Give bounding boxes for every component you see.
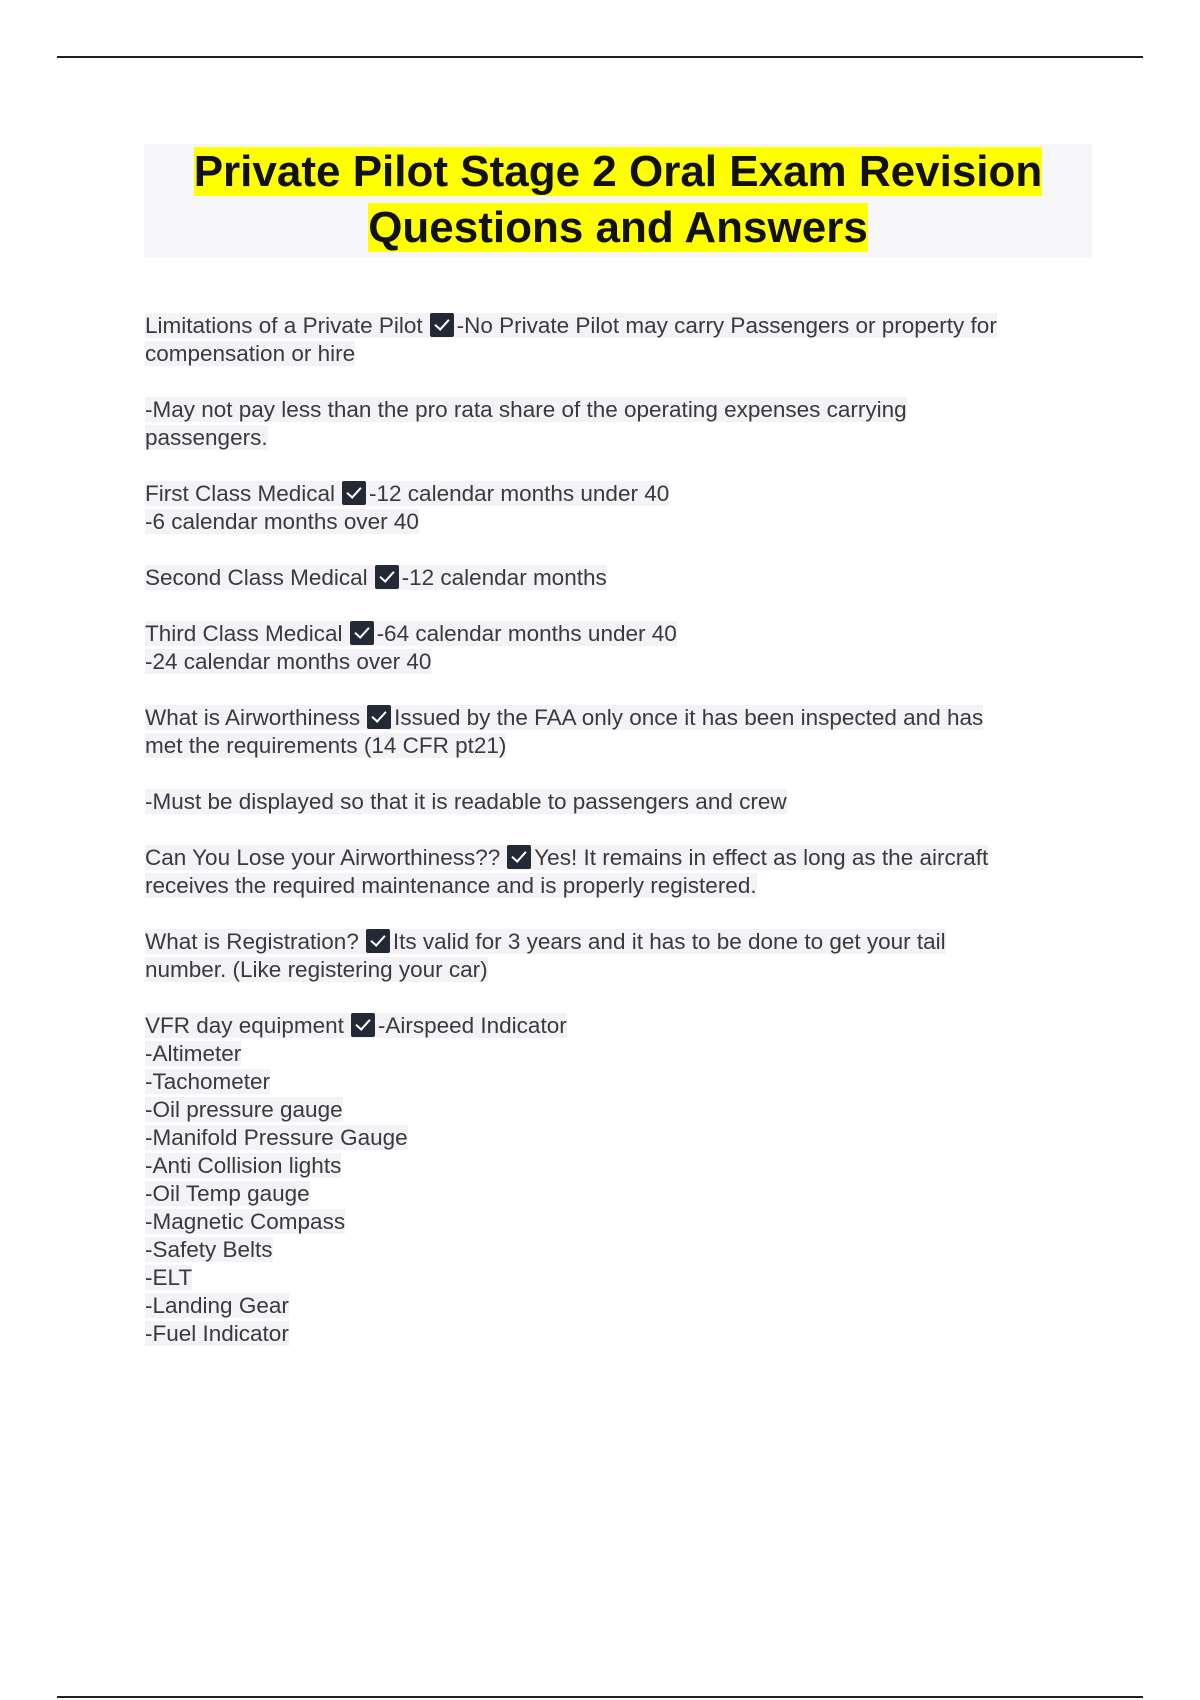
answer-text: -12 calendar months under 40 <box>369 481 670 506</box>
qa-first-line <box>145 1012 1075 1040</box>
answer-text: -Anti Collision lights <box>145 1153 342 1178</box>
answer-text: met the requirements (14 CFR pt21) <box>145 733 507 758</box>
qa-highlight <box>145 313 997 338</box>
question-text: Limitations of a Private Pilot <box>145 313 423 338</box>
question-text: What is Registration? <box>145 929 359 954</box>
note-text: -Must be displayed so that it is readable to passengers and crew <box>145 789 787 814</box>
answer-text: -Oil pressure gauge <box>145 1097 343 1122</box>
checkmark-box-icon <box>430 313 454 337</box>
question-text: Third Class Medical <box>145 621 343 646</box>
qa-first-line <box>145 704 1075 732</box>
qa-first-line <box>145 620 1075 648</box>
qa-item <box>145 312 1075 368</box>
qa-first-line <box>145 564 1075 592</box>
answer-text: receives the required maintenance and is properly registered. <box>145 873 757 898</box>
qa-highlight <box>145 845 988 870</box>
answer-line <box>145 1096 1075 1124</box>
qa-highlight <box>145 565 607 590</box>
document-title <box>144 144 1092 258</box>
answer-text: -Landing Gear <box>145 1293 289 1318</box>
qa-list <box>145 312 1075 1376</box>
qa-item <box>145 480 1075 536</box>
qa-first-line <box>145 480 1075 508</box>
answer-text: -Manifold Pressure Gauge <box>145 1125 408 1150</box>
answer-line <box>145 648 1075 676</box>
answer-line <box>145 956 1075 984</box>
qa-first-line <box>145 844 1075 872</box>
qa-highlight <box>145 621 677 646</box>
checkmark-box-icon <box>507 845 531 869</box>
answer-text: -Magnetic Compass <box>145 1209 346 1234</box>
answer-text: -Fuel Indicator <box>145 1321 289 1346</box>
qa-item <box>145 564 1075 592</box>
qa-note <box>145 788 1075 816</box>
qa-item <box>145 928 1075 984</box>
answer-text: -12 calendar months <box>401 565 607 590</box>
qa-first-line <box>145 312 1075 340</box>
question-text: VFR day equipment <box>145 1013 344 1038</box>
qa-highlight <box>145 929 946 954</box>
checkmark-box-icon <box>342 481 366 505</box>
checkmark-box-icon <box>351 1013 375 1037</box>
answer-text: -Tachometer <box>145 1069 271 1094</box>
checkmark-box-icon <box>350 621 374 645</box>
answer-text: -64 calendar months under 40 <box>376 621 677 646</box>
top-rule <box>57 56 1143 58</box>
answer-line <box>145 1208 1075 1236</box>
qa-first-line <box>145 928 1075 956</box>
answer-line <box>145 1292 1075 1320</box>
qa-highlight <box>145 705 983 730</box>
qa-highlight <box>145 1013 567 1038</box>
qa-item <box>145 1012 1075 1348</box>
qa-highlight <box>145 481 669 506</box>
qa-item <box>145 844 1075 900</box>
question-text: What is Airworthiness <box>145 705 361 730</box>
note-text: -May not pay less than the pro rata share of the operating expenses carrying <box>145 397 907 422</box>
answer-line <box>145 1152 1075 1180</box>
checkmark-box-icon <box>366 929 390 953</box>
question-text: First Class Medical <box>145 481 336 506</box>
answer-text: number. (Like registering your car) <box>145 957 488 982</box>
note-text: passengers. <box>145 425 268 450</box>
answer-line <box>145 1180 1075 1208</box>
checkmark-box-icon <box>375 565 399 589</box>
answer-line <box>145 1040 1075 1068</box>
answer-text: -24 calendar months over 40 <box>145 649 432 674</box>
answer-line <box>145 732 1075 760</box>
answer-line <box>145 1124 1075 1152</box>
qa-note <box>145 396 1075 452</box>
question-text: Second Class Medical <box>145 565 368 590</box>
answer-line <box>145 1068 1075 1096</box>
answer-text: Yes! It remains in effect as long as the aircraft <box>534 845 989 870</box>
answer-line <box>145 872 1075 900</box>
bottom-rule <box>57 1696 1143 1698</box>
answer-text: -Oil Temp gauge <box>145 1181 310 1206</box>
answer-text: -Airspeed Indicator <box>377 1013 567 1038</box>
answer-line <box>145 508 1075 536</box>
note-line <box>145 396 1075 424</box>
answer-text: compensation or hire <box>145 341 356 366</box>
question-text: Can You Lose your Airworthiness?? <box>145 845 501 870</box>
answer-line <box>145 1264 1075 1292</box>
note-line <box>145 424 1075 452</box>
answer-text: Its valid for 3 years and it has to be done to get your tail <box>392 929 946 954</box>
answer-line <box>145 1320 1075 1348</box>
answer-line <box>145 1236 1075 1264</box>
answer-text: -ELT <box>145 1265 193 1290</box>
answer-text: -Altimeter <box>145 1041 242 1066</box>
answer-text: -Safety Belts <box>145 1237 273 1262</box>
note-line <box>145 788 1075 816</box>
answer-text: -6 calendar months over 40 <box>145 509 419 534</box>
qa-item <box>145 620 1075 676</box>
title-line-1: Private Pilot Stage 2 Oral Exam Revision <box>193 147 1043 196</box>
answer-text: -No Private Pilot may carry Passengers or property for <box>456 313 997 338</box>
answer-text: Issued by the FAA only once it has been inspected and has <box>394 705 984 730</box>
checkmark-box-icon <box>367 705 391 729</box>
title-line-2: Questions and Answers <box>368 203 868 252</box>
qa-item <box>145 704 1075 760</box>
answer-line <box>145 340 1075 368</box>
